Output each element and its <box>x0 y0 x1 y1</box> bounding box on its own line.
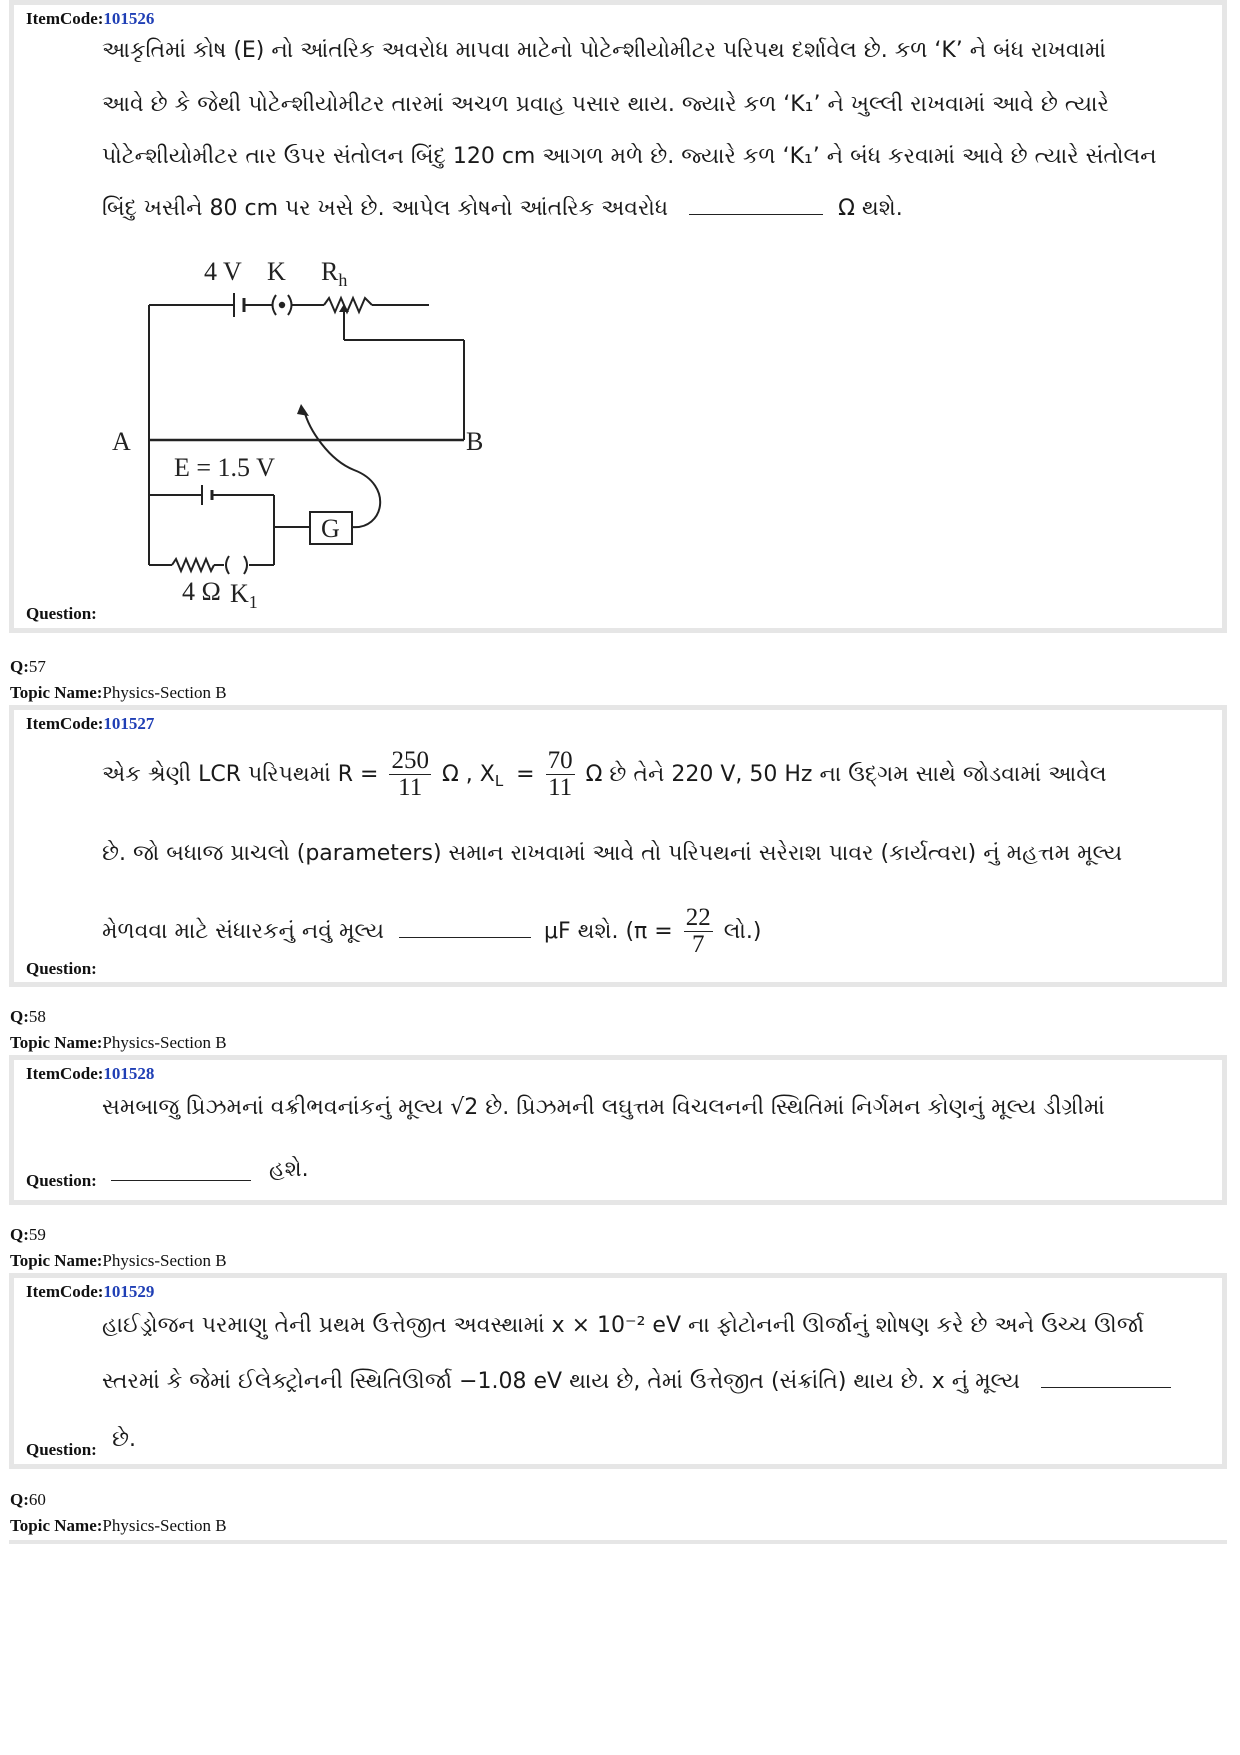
key1-label: $K_1$ <box>230 579 258 612</box>
question-text-line-3: પોટેન્શીયોમીટર તાર ઉપર સંતોલન બિંદુ 120 cm આગળ મળે છે. જ્યારે કળ ‘K₁’ ને બંધ કરવામાં આવે છે ત્યારે સંતોલન <box>102 144 1157 169</box>
item-code-line: ItemCode:101526 <box>26 9 155 28</box>
cell-label: E = 1.5 V <box>174 453 275 482</box>
topic-name-60: Topic Name:Physics-Section B <box>10 1516 227 1535</box>
question-text-line-2: હશે. <box>269 1157 309 1182</box>
key-k-symbol <box>273 295 292 315</box>
question-text-line-2: સ્તરમાં કે જેમાં ઈલેક્ટ્રોનની સ્થિતિઊર્જા −1.08 eV થાય છે, તેમાં ઉત્તેજીત (સંક્રાંતિ) થાય છે. x નું મૂલ્ય <box>102 1370 1171 1394</box>
item-code-value: 101528 <box>103 1064 155 1083</box>
topic-name-57: Topic Name:Physics-Section B <box>10 683 227 702</box>
question-text-line-1: સમબાજુ પ્રિઝમનાં વક્રીભવનાંકનું મૂલ્ય √2 છે. પ્રિઝમની લઘુત્તમ વિચલનની સ્થિતિમાં નિર્ગમન કોણનું મૂલ્ય ડીગ્રીમાં <box>102 1095 1105 1120</box>
cell-e-symbol <box>202 485 212 505</box>
galvanometer-label: G <box>321 514 340 543</box>
item-code-value: 101527 <box>103 714 155 733</box>
battery-label: 4 V <box>204 257 242 286</box>
question-text-line-4: બિંદુ ખસીને 80 cm પર ખસે છે. આપેલ કોષનો આંતરિક અવરોધ Ω થશે. <box>102 196 903 221</box>
question-text-line-2: આવે છે કે જેથી પોટેન્શીયોમીટર તારમાં અચળ પ્રવાહ પસાર થાય. જ્યારે કળ ‘K₁’ ને ખુલ્લી રાખવામાં આવે છે ત્યારે <box>102 92 1109 117</box>
key-k1-symbol <box>226 556 247 574</box>
question-text-line-1: આકૃતિમાં કોષ (E) નો આંતરિક અવરોધ માપવા માટેનો પોટેન્શીયોમીટર પરિપથ દર્શાવેલ છે. કળ ‘K’ ને બંધ રાખવામાં <box>102 38 1106 63</box>
question-card-101527 <box>9 705 1227 987</box>
question-label: Question: <box>26 1171 97 1190</box>
item-code-value: 101526 <box>103 9 155 28</box>
battery-4v-symbol <box>234 293 244 317</box>
answer-blank <box>111 1180 251 1181</box>
answer-blank <box>1041 1387 1171 1388</box>
question-label: Question: <box>26 959 97 978</box>
question-text-line-3: છે. <box>112 1427 136 1452</box>
item-code-value: 101529 <box>103 1282 155 1301</box>
question-number-59: Q:59 <box>10 1225 46 1244</box>
potentiometer-circuit-diagram <box>104 250 584 620</box>
question-card-101526 <box>9 0 1227 633</box>
item-code-line: ItemCode:101528 <box>26 1064 155 1083</box>
resistor-4-ohm-symbol <box>172 559 214 571</box>
resistor-label: 4 Ω <box>182 577 221 606</box>
rheostat-symbol <box>324 298 372 322</box>
question-number-57: Q:57 <box>10 657 46 676</box>
question-text-line-3: મેળવવા માટે સંધારકનું નવું મૂલ્ય μF થશે. (π = $\frac{22}{7}$ લો.) <box>102 904 762 959</box>
fraction-r: $\frac{250}{11}$ <box>391 747 429 802</box>
question-text-line-2: છે. જો બધાજ પ્રાચલો (parameters) સમાન રાખવામાં આવે તો પરિપથનાં સરેરાશ પાવર (કાર્યત્વરા) નું મહત્તમ મૂલ્ય <box>102 841 1123 866</box>
question-card-101529 <box>9 1273 1227 1469</box>
question-text-line-1: હાઈડ્રોજન પરમાણુ તેની પ્રથમ ઉત્તેજીત અવસ્થામાં x × 10⁻² eV ના ફોટોનની ઊર્જાનું શોષણ કરે છે અને ઉચ્ચ ઊર્જા <box>102 1313 1145 1338</box>
topic-name-59: Topic Name:Physics-Section B <box>10 1251 227 1270</box>
question-number-60: Q:60 <box>10 1490 46 1509</box>
jockey-lead <box>297 404 380 527</box>
point-b-label: B <box>466 427 484 456</box>
item-code-line: ItemCode:101529 <box>26 1282 155 1301</box>
key-label: K <box>267 257 286 286</box>
question-number-58: Q:58 <box>10 1007 46 1026</box>
question-text-line-1: એક શ્રેણી LCR પરિપથમાં R = $\frac{250}{11}$ Ω , $X_L$ = $\frac{70}{11}$ Ω છે તેને 220 V, 50 Hz ના ઉદ્‌ગમ સાથે જોડવામાં આવેલ <box>102 747 1107 802</box>
answer-blank <box>689 214 823 215</box>
question-label: Question: <box>26 604 97 623</box>
point-a-label: A <box>112 427 131 456</box>
answer-blank <box>399 937 531 938</box>
fraction-xl: $\frac{70}{11}$ <box>547 747 573 802</box>
question-card-101528 <box>9 1055 1227 1205</box>
rheostat-label: $R_h$ <box>321 257 348 290</box>
section-divider <box>9 1540 1227 1544</box>
fraction-pi: $\frac{22}{7}$ <box>685 904 711 959</box>
question-label: Question: <box>26 1440 97 1459</box>
item-code-line: ItemCode:101527 <box>26 714 155 733</box>
topic-name-58: Topic Name:Physics-Section B <box>10 1033 227 1052</box>
